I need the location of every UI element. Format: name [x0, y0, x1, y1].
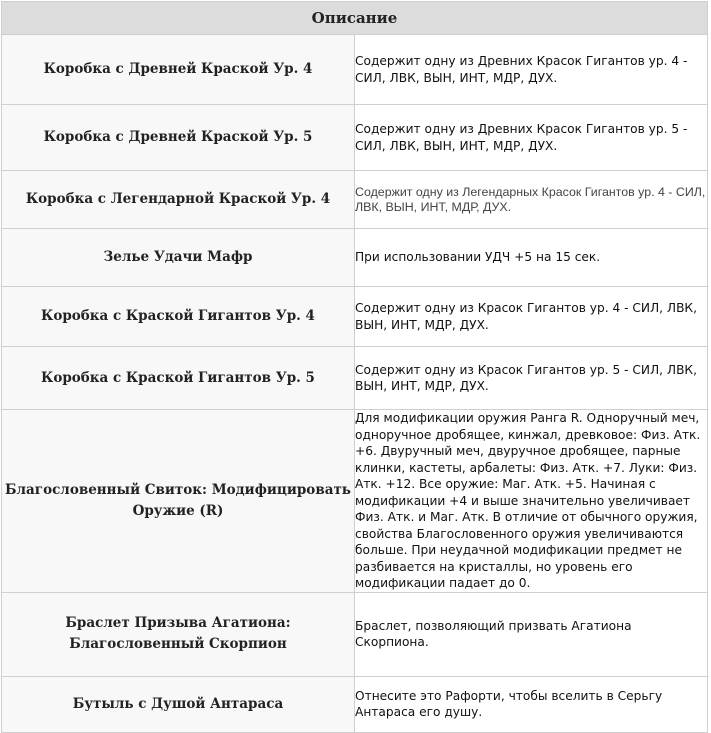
item-description: Содержит одну из Красок Гигантов ур. 4 - СИЛ, ЛВК, ВЫН, ИНТ, МДР, ДУХ. — [355, 287, 708, 347]
item-description: Для модификации оружия Ранга R. Одноручный меч, одноручное дробящее, кинжал, древковое: Физ. Атк. +6. Двуручный меч, двуручное дробящее, парные клинки, кастеты, арбалеты: Физ. Атк. +7. Луки: Физ. Атк. +12. Все оружие: Маг. Атк. +5. Начиная с модификации +4 и выше значительно увеличивает Физ. Атк. и Маг. Атк. В отличие от обычного оружия, свойства Благословенного оружия увеличиваются больше. При неудачной модификации предмет не разбивается на кристаллы, но уровень его модификации падает до 0. — [355, 410, 708, 593]
item-name: Коробка с Древней Краской Ур. 5 — [2, 105, 355, 171]
table-row — [2, 592, 708, 676]
item-name: Бутыль с Душой Антараса — [2, 676, 355, 732]
item-description: Содержит одну из Древних Красок Гигантов ур. 4 - СИЛ, ЛВК, ВЫН, ИНТ, МДР, ДУХ. — [355, 35, 708, 105]
item-name: Зелье Удачи Мафр — [2, 229, 355, 287]
table-row — [2, 347, 708, 410]
items-table — [1, 1, 708, 733]
item-name: Коробка с Древней Краской Ур. 4 — [2, 35, 355, 105]
item-name: Коробка с Краской Гигантов Ур. 5 — [2, 347, 355, 410]
table-row — [2, 287, 708, 347]
item-name: Благословенный Свиток: Модифицировать Оружие (R) — [2, 410, 355, 593]
item-description: При использовании УДЧ +5 на 15 сек. — [355, 229, 708, 287]
description-header: Описание — [2, 2, 708, 35]
table-row — [2, 410, 708, 593]
item-description: Содержит одну из Древних Красок Гигантов ур. 5 - СИЛ, ЛВК, ВЫН, ИНТ, МДР, ДУХ. — [355, 105, 708, 171]
item-name: Коробка с Краской Гигантов Ур. 4 — [2, 287, 355, 347]
item-description: Содержит одну из Красок Гигантов ур. 5 - СИЛ, ЛВК, ВЫН, ИНТ, МДР, ДУХ. — [355, 347, 708, 410]
item-description: Браслет, позволяющий призвать Агатиона Скорпиона. — [355, 592, 708, 676]
item-name: Браслет Призыва Агатиона: Благословенный Скорпион — [2, 592, 355, 676]
header-row — [2, 2, 708, 35]
item-name: Коробка с Легендарной Краской Ур. 4 — [2, 171, 355, 229]
table-row — [2, 676, 708, 732]
item-description: Отнесите это Рафорти, чтобы вселить в Серьгу Антараса его душу. — [355, 676, 708, 732]
table-row — [2, 229, 708, 287]
item-description: Содержит одну из Легендарных Красок Гигантов ур. 4 - СИЛ, ЛВК, ВЫН, ИНТ, МДР, ДУХ. — [355, 171, 708, 229]
table-row — [2, 105, 708, 171]
table-row — [2, 35, 708, 105]
table-row — [2, 171, 708, 229]
